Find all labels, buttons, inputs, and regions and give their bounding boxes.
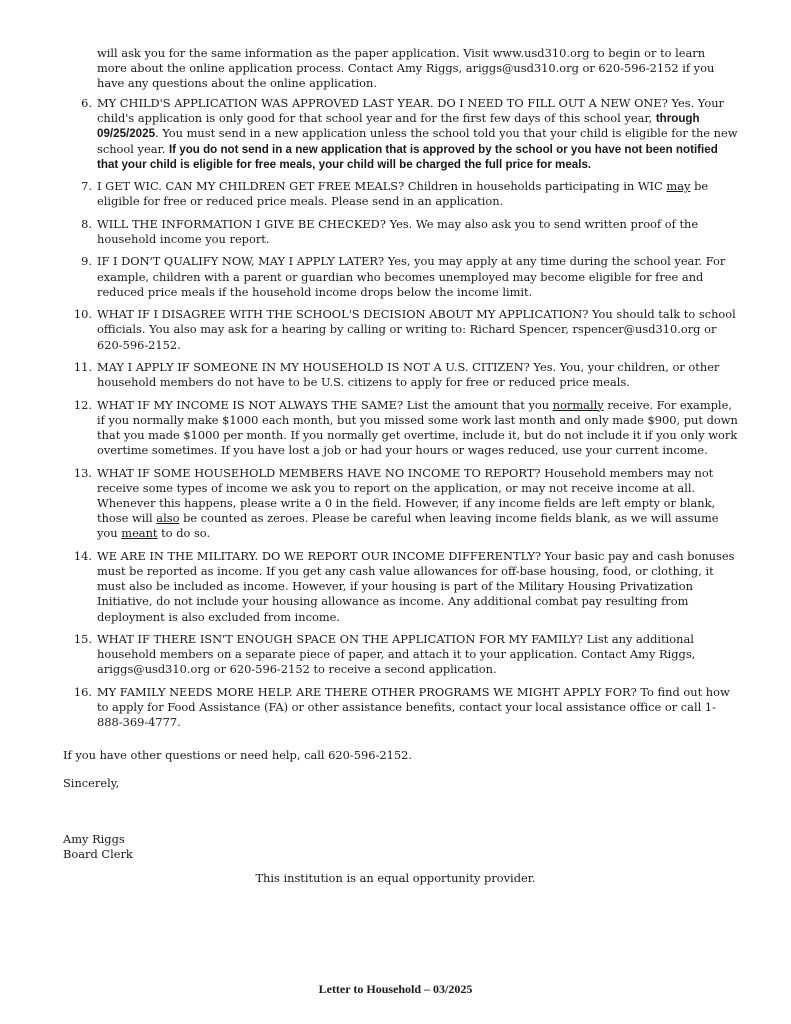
faq-answer: Your basic pay and cash bonuses must be reported as income. If you get any cash value allowances for off-base housing, food, or clothing, it must also be included as income. However, if your housing is part of the Military Housing Privatization Initiative, do not include your housing allowance as income. Any additional combat pay resulting from deployment is also excluded from income. xyxy=(97,548,735,624)
faq-item-9 xyxy=(62,254,738,300)
faq-question: WHAT IF SOME HOUSEHOLD MEMBERS HAVE NO INCOME TO REPORT? xyxy=(97,465,541,480)
faq-answer: Yes. Your child's application is only good for that school year and for the first few days of this school year, xyxy=(97,96,724,126)
faq-number: 14. xyxy=(73,548,92,563)
faq-question: MY FAMILY NEEDS MORE HELP. ARE THERE OTHER PROGRAMS WE MIGHT APPLY FOR? xyxy=(97,684,637,699)
closing-help-line: If you have other questions or need help, call 620-596-2152. xyxy=(63,748,412,762)
faq-item-14 xyxy=(62,549,738,625)
faq-number: 7. xyxy=(81,179,92,194)
underlined-word: also xyxy=(156,511,180,526)
closing-sincerely: Sincerely, xyxy=(63,776,120,790)
faq-item-6 xyxy=(62,96,738,172)
faq-question: MAY I APPLY IF SOMEONE IN MY HOUSEHOLD IS NOT A U.S. CITIZEN? xyxy=(97,359,530,374)
faq-item-12 xyxy=(62,398,738,459)
equal-opportunity-statement: This institution is an equal opportunity provider. xyxy=(255,871,536,885)
faq-question: MY CHILD'S APPLICATION WAS APPROVED LAST YEAR. DO I NEED TO FILL OUT A NEW ONE? xyxy=(97,96,668,110)
faq-number: 9. xyxy=(81,254,92,269)
faq-answer-cont: . You must send in a new application unless the school told you that your child is eligible for the new school year. xyxy=(97,126,738,156)
faq-question: WHAT IF THERE ISN'T ENOUGH SPACE ON THE APPLICATION FOR MY FAMILY? xyxy=(97,631,583,646)
faq-answer: List the amount that you xyxy=(406,397,550,412)
faq-answer-cont: be eligible for free or reduced price meals. Please send in an application. xyxy=(97,179,709,209)
faq-answer-end: to do so. xyxy=(161,526,211,541)
faq-number: 12. xyxy=(73,397,92,412)
faq-number: 11. xyxy=(73,359,92,374)
signer-name: Amy Riggs xyxy=(63,832,125,846)
faq-question: WILL THE INFORMATION I GIVE BE CHECKED? xyxy=(97,216,386,231)
faq-number: 8. xyxy=(81,216,92,231)
faq-item-11 xyxy=(62,360,738,390)
faq-item-16 xyxy=(62,685,738,731)
faq-answer-cont: receive. For example, if you normally make $1000 each month, but you missed some work last month and only made $900, put down that you made $1000 per month. If you normally get overtime, include it, but do not include it if you only work overtime sometimes. If you have lost a job or had your hours or wages reduced, use your current income. xyxy=(97,397,738,458)
faq-answer: Household members may not receive some types of income we ask you to report on the application, or may not receive income at all. Whenever this happens, please write a 0 in the field. However, if any income fields are left empty or blank, those will xyxy=(97,465,716,526)
faq-item-7 xyxy=(62,179,738,209)
faq-answer-cont: be counted as zeroes. Please be careful when leaving income fields blank, as we will assume you xyxy=(97,511,719,541)
faq-answer: List any additional household members on a separate piece of paper, and attach it to your application. Contact Amy Riggs, ariggs@usd310.org or 620-596-2152 to receive a second application. xyxy=(97,631,696,677)
faq-item-13 xyxy=(62,466,738,542)
deadline-date: through 09/25/2025 xyxy=(97,112,700,141)
faq-number: 13. xyxy=(73,465,92,480)
underlined-word: normally xyxy=(552,397,604,412)
faq-answer: You should talk to school officials. You also may ask for a hearing by calling or writing to: Richard Spencer, rspencer@usd310.org or 620-596-2152. xyxy=(97,307,736,352)
faq-answer-bold: If you do not send in a new application that is approved by the school or you have not been notified that your child is eligible for free meals, your child will be charged the full price for meals. xyxy=(97,142,718,171)
faq-item-15 xyxy=(62,632,738,678)
faq-question: WHAT IF MY INCOME IS NOT ALWAYS THE SAME? xyxy=(97,397,404,412)
faq-question: IF I DON'T QUALIFY NOW, MAY I APPLY LATER? xyxy=(97,254,385,269)
faq-question: WE ARE IN THE MILITARY. DO WE REPORT OUR INCOME DIFFERENTLY? xyxy=(97,548,542,563)
faq-item-10 xyxy=(62,307,738,353)
faq-number: 10. xyxy=(73,307,92,322)
underlined-word: may xyxy=(666,179,691,194)
faq-answer: Children in households participating in WIC xyxy=(407,179,663,194)
intro-paragraph: will ask you for the same information as the paper application. Visit www.usd310.org to begin or to learn more about the online application process. Contact Amy Riggs, ariggs@usd310.org or 620-596-2152 if you have any questions about the online application. xyxy=(97,46,715,91)
faq-item-8 xyxy=(62,217,738,247)
faq-list xyxy=(62,96,738,738)
faq-answer: To find out how to apply for Food Assistance (FA) or other assistance benefits, contact your local assistance office or call 1-888-369-4777. xyxy=(97,684,730,730)
faq-answer: Yes, you may apply at any time during the school year. For example, children with a parent or guardian who becomes unemployed may become eligible for free and reduced price meals if the household income drops below the income limit. xyxy=(97,254,726,299)
signer-title: Board Clerk xyxy=(63,847,133,861)
underlined-word: meant xyxy=(121,526,158,541)
faq-answer: Yes. You, your children, or other household members do not have to be U.S. citizens to apply for free or reduced price meals. xyxy=(97,359,720,390)
faq-question: I GET WIC. CAN MY CHILDREN GET FREE MEALS? xyxy=(97,179,405,194)
document-footer: Letter to Household – 03/2025 xyxy=(318,982,473,996)
faq-number: 15. xyxy=(73,631,92,646)
faq-number: 6. xyxy=(81,96,92,110)
faq-question: WHAT IF I DISAGREE WITH THE SCHOOL'S DECISION ABOUT MY APPLICATION? xyxy=(97,307,589,322)
faq-answer: Yes. We may also ask you to send written proof of the household income you report. xyxy=(97,216,699,246)
faq-number: 16. xyxy=(73,684,92,699)
